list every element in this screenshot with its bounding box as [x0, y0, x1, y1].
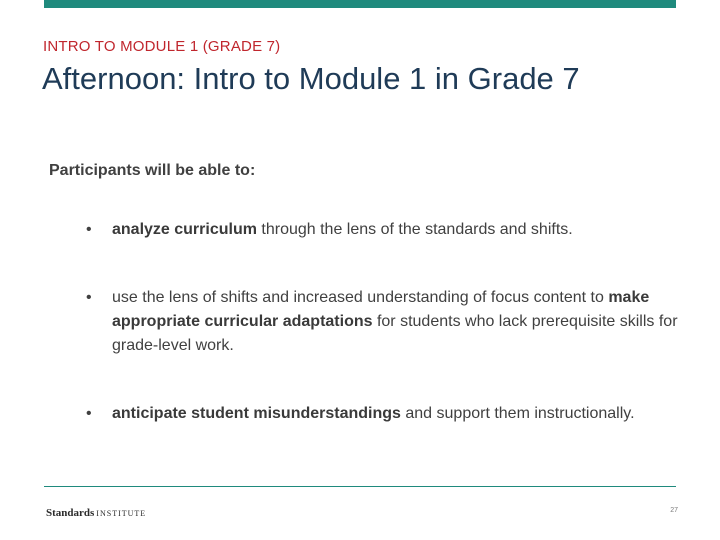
objectives-intro: Participants will be able to:	[49, 162, 256, 179]
bullet-icon: •	[86, 405, 92, 422]
list-item	[86, 218, 686, 242]
page-number: 27	[670, 507, 678, 514]
header-accent-bar	[44, 0, 676, 8]
objective-emphasis: make appropriate curricular adaptations	[112, 289, 650, 330]
objective-text	[112, 402, 686, 426]
objective-detail: for students who lack prerequisite skills for grade-level work.	[112, 313, 678, 354]
bullet-icon: •	[86, 221, 92, 238]
objective-emphasis: anticipate student misunderstandings	[112, 405, 401, 422]
logo-wordmark: Standards	[46, 507, 95, 519]
objective-text	[112, 286, 686, 358]
objective-detail: and support them instructionally.	[400, 405, 635, 422]
objective-lead-in: use the lens of shifts and increased understanding of focus content to	[112, 289, 609, 306]
list-item	[86, 402, 686, 426]
page-title: Afternoon: Intro to Module 1 in Grade 7	[42, 61, 580, 96]
objective-emphasis: analyze curriculum	[112, 221, 257, 238]
list-item	[86, 286, 686, 358]
objective-detail: through the lens of the standards and shifts.	[256, 221, 573, 238]
objective-text	[112, 218, 686, 242]
logo-subtitle: INSTITUTE	[96, 509, 147, 518]
standards-institute-logo	[46, 503, 146, 521]
footer-divider	[44, 486, 676, 487]
section-label: INTRO TO MODULE 1 (GRADE 7)	[43, 38, 281, 55]
bullet-icon: •	[86, 289, 92, 306]
